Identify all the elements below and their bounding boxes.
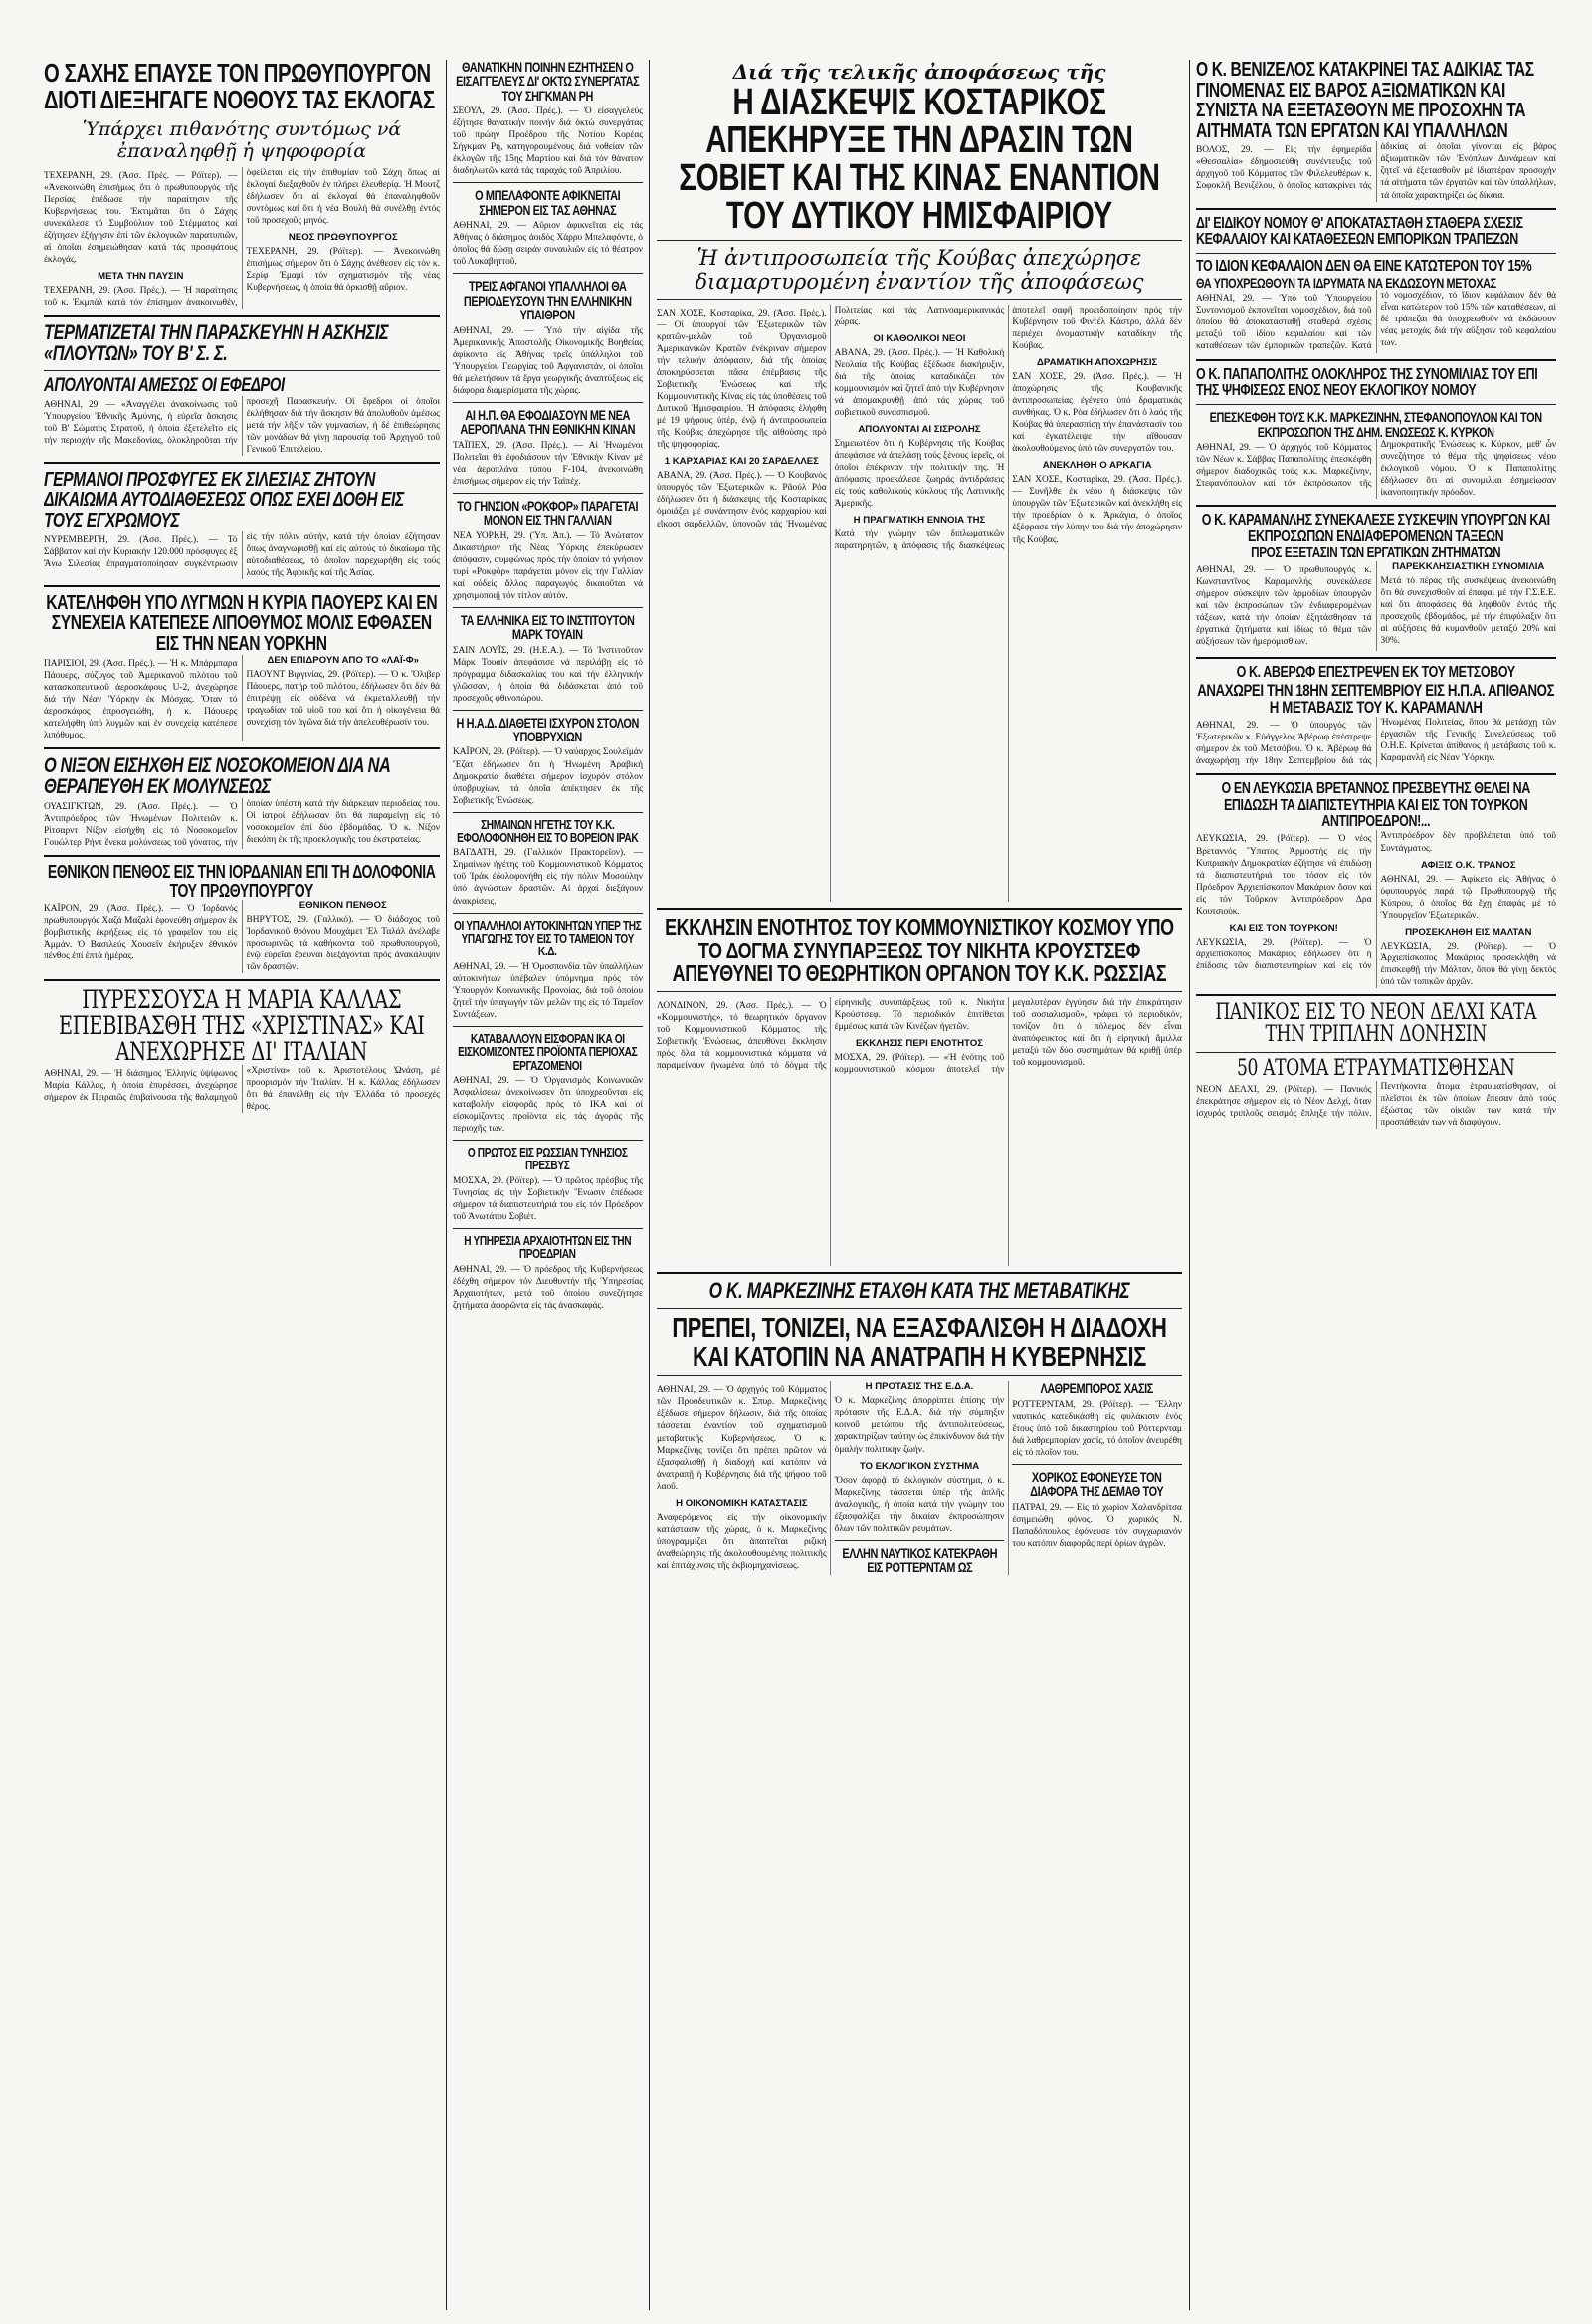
article-text: ΑΘΗΝΑΙ, 29. — Ἡ Ὁμοσπονδία τῶν ὑπαλλήλων αὐτοκινήτων ὑπέβαλεν ὑπόμνημα πρός τόν Ὑπουργόν Κοινωνικῆς Προνοίας, διά τοῦ ὁποίου ζητεῖ τήν ὑπαγωγήν τῶν μελῶν της εἰς τό Ταμεῖον Συντάξεων. (453, 961, 643, 1020)
section-kicker: ΤΟ ΕΚΛΟΓΙΚΟΝ ΣΥΣΤΗΜΑ (859, 1460, 980, 1472)
headline: ΕΘΝΙΚΟΝ ΠΕΝΘΟΣ ΕΙΣ ΤΗΝ ΙΟΡΔΑΝΙΑΝ ΕΠΙ ΤΗ ΔΟΛΟΦΟΝΙΑ ΤΟΥ ΠΡΩΘΥΠΟΥΡΓΟΥ (48, 862, 436, 901)
article-refugees (44, 470, 440, 579)
article-text: ΛΟΝΔΙΝΟΝ, 29. (Ἀσσ. Πρές.). — Ὁ «Κομμουνιστής», τό θεωρητικόν ὄργανον τοῦ Κομμουνιστικοῦ Κόμματος τῆς Σοβιετικῆς Ἑνώσεως, ἀπευθύνει ἔκκλησιν πρός ὅλα τά κομμουνιστικά κόμματα νά παραμείνουν ἡνωμένα ὑπό τό δόγμα τῆς εἰρηνικῆς συνυπάρξεως τοῦ κ. Νικήτα Κρούστσεφ. Τό περιοδικόν ἐπιτίθεται ἐμμέσως κατά τῶν Κινέζων ἡγετῶν. (657, 998, 1005, 1072)
headline: Η Η.Α.Δ. ΔΙΑΘΕΤΕΙ ΙΣΧΥΡΟΝ ΣΤΟΛΟΝ ΥΠΟΒΡΥΧΙΩΝ (456, 714, 640, 745)
headline: ΚΑΤΑΒΑΛΛΟΥΝ ΕΙΣΦΟΡΑΝ ΙΚΑ ΟΙ ΕΙΣΚΟΜΙΖΟΝΤΕΣ ΠΡΟΪΟΝΤΑ ΠΕΡΙΟΧΑΣ ΕΡΓΑΖΟΜΕΝΟΙ (458, 1030, 638, 1073)
article-text: ΣΑΙΝ ΛΟΥΪΣ, 29. (Η.Ε.Α.). — Τό Ἰνστιτοῦτον Μάρκ Τουαίν ἀπεφάσισε νά περιλάβῃ εἰς τό πρόγραμμα διδασκαλίας του καί τήν ἑλληνικήν γλῶσσαν, ἡ ὁποία θά διδάσκεται ἀπό τοῦ προσεχοῦς φθινοπώρου. (453, 645, 643, 704)
article-text: ΑΘΗΝΑΙ, 29. — Ὁ ἀρχηγός τοῦ Κόμματος τῶν Νέων κ. Σάββας Παπαπολίτης ἐπεσκέφθη σήμερον διαδοχικῶς τούς κ.κ. Μαρκεζίνην, Στεφανόπουλον καί τόν ἐκπρόσωπον τῆς Δημοκρατικῆς Ἑνώσεως κ. Κύρκον, μεθ' ὧν συνεζήτησε τό θέμα τῆς ψηφίσεως νέου ἐκλογικοῦ νόμου. Ὁ κ. Παπαπολίτης ἐδήλωσεν ὅτι αἱ συνομιλίαι ἐσημείωσαν ἱκανοποιητικήν πρόοδον. (1196, 440, 1556, 499)
section-kicker: Η ΠΡΑΓΜΑΤΙΚΗ ΕΝΝΟΙΑ ΤΗΣ (853, 515, 986, 527)
section-kicker: ΔΕΝ ΕΠΙΔΡΟΥΝ ΑΠΟ ΤΟ «ΛΑΪ-Φ» (267, 654, 420, 666)
article-karamanlis (1196, 513, 1556, 651)
article-text: Μετά τό πέρας τῆς συσκέψεως ἀνεκοινώθη ὅτι θά συνεχισθοῦν αἱ ἐπαφαί μέ τήν Γ.Σ.Ε.Ε. καί ὅτι ἀποφάσεις θά ληφθοῦν ἐντός τῆς προσεχοῦς ἑβδομάδος, μέ τήν ἐπιφύλαξιν ὅτι αἱ αὐξήσεις θά κυμανθοῦν μεταξύ 20% καί 30%. (1380, 575, 1556, 646)
divider (1196, 994, 1556, 996)
article-text: ΑΘΗΝΑΙ, 29. — Ἀφίκετο εἰς Ἀθήνας ὁ ὑφυπουργός παρά τῷ Πρωθυπουργῷ τῆς Κύπρου, ὁ ὁποῖος θά ἔχῃ ἐπαφάς μέ τό Ὑπουργεῖον Ἐξωτερικῶν. (1380, 874, 1556, 921)
headline: ΟΙ ΥΠΑΛΛΗΛΟΙ ΑΥΤΟΚΙΝΗΤΩΝ ΥΠΕΡ ΤΗΣ ΥΠΑΓΩΓΗΣ ΤΟΥ ΕΙΣ ΤΟ ΤΑΜΕΙΟΝ ΤΟΥ Κ.Δ. (454, 917, 642, 959)
section-kicker: ΠΡΟΣΕΚΛΗΘΗ ΕΙΣ ΜΑΛΤΑΝ (1405, 926, 1532, 938)
divider (453, 913, 643, 914)
article-cyprus (1196, 781, 1556, 988)
article-text: ΤΕΧΕΡΑΝΗ, 29. (Ἀσσ. Πρές. — Ρόϊτερ). — «Ἀνεκοινώθη ἐπισήμως ὅτι ὁ πρωθυπουργός τῆς Περσίας ἐπέδωσε τήν παραίτησιν τῆς Κυβερνήσεως του. Ἐκτιμᾶται ὅτι ὁ Σάχης συνεκάλεσε τό Συμβούλιον τοῦ Στέμματος καί ἐζήτησεν ἐξήγησιν ἐπί τῶν ἐκλογικῶν παρατυπιῶν, αἱ ὁποῖαι ἐσημειώθησαν κατά τάς προσφάτους ἐκλογάς. (44, 170, 238, 265)
divider (453, 493, 643, 494)
article-banks (1196, 216, 1556, 353)
article-markezinis (657, 1280, 1182, 1574)
article-powers (44, 593, 440, 741)
divider (1196, 253, 1556, 254)
headline: ΘΑΝΑΤΙΚΗΝ ΠΟΙΝΗΝ ΕΖΗΤΗΣΕΝ Ο ΕΙΣΑΓΓΕΛΕΥΣ ΔΙ' ΟΚΤΩ ΣΥΝΕΡΓΑΤΑΣ ΤΟΥ ΣΗΓΚΜΑΝ ΡΗ (456, 60, 640, 104)
divider (44, 585, 440, 587)
section-kicker: ΠΑΡΕΚΚΛΗΣΙΑΣΤΙΚΗ ΣΥΝΟΜΙΛΙΑ (1392, 560, 1545, 572)
article-text: ΑΘΗΝΑΙ, 29. — Ὁ ἀρχηγός τοῦ Κόμματος τῶν Προοδευτικῶν κ. Σπυρ. Μαρκεζίνης ἐξέδωσε σήμερον δήλωσιν, διά τῆς ὁποίας τάσσεται ἐναντίον τοῦ σχηματισμοῦ μεταβατικῆς Κυβερνήσεως. Ὁ κ. Μαρκεζίνης τονίζει ὅτι πρέπει πρῶτον νά ἐξασφαλισθῇ ἡ διαδοχή καί κατόπιν νά ἀνατραπῇ ἡ Κυβέρνησις διά τῆς ψήφου τοῦ λαοῦ. (657, 1385, 827, 1492)
divider (1196, 404, 1556, 405)
subheadline: ΠΡΕΠΕΙ, ΤΟΝΙΖΕΙ, ΝΑ ΕΞΑΣΦΑΛΙΣΘΗ Η ΔΙΑΔΟΧΗ ΚΑΙ ΚΑΤΟΠΙΝ ΝΑ ΑΝΑΤΡΑΠΗ Η ΚΥΒΕΡΝΗΣΙΣ (672, 1311, 1167, 1372)
article-text: ΜΟΣΧΑ, 29. (Ρόϊτερ). — «Ἡ ἑνότης τοῦ κομμουνιστικοῦ κόσμου ἀποτελεῖ τήν μεγαλυτέραν ἐγγύησιν διά τήν ἐπικράτησιν τοῦ σοσιαλισμοῦ», γράφει τό περιοδικόν, τονίζον ὅτι ὁ πόλεμος δέν εἶναι ἀναπόφευκτος καί ὅτι ἡ εἰρηνική ἅμιλλα μεταξύ τῶν δύο συστημάτων θά κριθῇ ὑπέρ τοῦ κομμουνισμοῦ. (834, 998, 1182, 1076)
article-car-employees (453, 919, 643, 1021)
headline: Η ΔΙΑΣΚΕΨΙΣ ΚΟΣΤΑΡΙΚΟΣ ΑΠΕΚΗΡΥΞΕ ΤΗΝ ΔΡΑΣΙΝ ΤΩΝ ΣΟΒΙΕΤ ΚΑΙ ΤΗΣ ΚΙΝΑΣ ΕΝΑΝΤΙΟΝ ΤΟΥ ΔΥΤΙΚΟΥ ΗΜΙΣΦΑΙΡΙΟΥ (679, 82, 1160, 237)
divider (44, 855, 440, 857)
divider (1196, 359, 1556, 361)
article-text: ΑΒΑΝΑ, 29. (Ἀσσ. Πρές.). — Ὁ Κουβανός ὑπουργός τῶν Ἐξωτερικῶν κ. Ρᾶούλ Ρόα ἐδήλωσεν ὅτι ἡ διάσκεψις τῆς Κοσταρίκας ὁμοιάζει μέ συνάντησιν ἑνός καρχαρίου καί εἴκοσι σαρδελλῶν, ὑπονοῶν τάς Ἡνωμένας Πολιτείας καί τάς Λατινοαμερικανικάς χώρας. (657, 306, 1005, 529)
divider (1196, 208, 1556, 210)
article-kommunist (657, 916, 1182, 1266)
column-3 (657, 60, 1182, 2310)
headline: Ο Κ. ΑΒΕΡΩΦ ΕΠΕΣΤΡΕΨΕΝ ΕΚ ΤΟΥ ΜΕΤΣΟΒΟΥ (1236, 664, 1516, 682)
column-rule (1189, 60, 1190, 2310)
column-2 (453, 60, 643, 2310)
article-text: Ἀναφερόμενος εἰς τήν οἰκονομικήν κατάστασιν τῆς χώρας, ὁ κ. Μαρκεζίνης ὑπογραμμίζει ὅτι ἀπαιτεῖται ριζική ἀναθεώρησις τῆς ἀκολουθουμένης πολιτικῆς καί ἐπιτάχυνσις τῆς ἐκβιομηχανίσεως. (657, 1512, 827, 1571)
article-text: ΑΘΗΝΑΙ, 29. — «Ἀναγγέλει ἀνακοίνωσις τοῦ Ὑπουργείου Ἐθνικῆς Ἀμύνης, ἡ εὐρεῖα ἄσκησις τοῦ Β' Σώματος Στρατοῦ, ἡ ὁποία ἐξετελεῖτο εἰς τήν περιοχήν τῆς Μακεδονίας, ὁλοκληροῦται τήν προσεχῆ Παρασκευήν. Οἱ ἔφεδροι οἱ ὁποῖοι ἐκλήθησαν διά τήν ἄσκησιν θά ἀπολυθοῦν ἀμέσως μετά τήν λῆξιν τῶν γυμνασίων, ἡ δέ ἐπιθεώρησις τῶν μονάδων θά γίνῃ παρουσίᾳ τοῦ Ἀρχηγοῦ τοῦ Γενικοῦ Ἐπιτελείου. (44, 396, 440, 455)
divider (44, 747, 440, 749)
article-jordan (44, 863, 440, 973)
article-text: ΠΑΤΡΑΙ, 29. — Εἰς τό χωρίον Χαλανδρίτσα ἐσημειώθη φόνος. Ὁ χωρικός Ν. Παπαδόπουλος ἐφόνευσε τόν συγχωριανόν του κατόπιν διαφορᾶς περί ὁρίων ἀγρῶν. (1012, 1502, 1182, 1549)
article-text: ΝΕΑ ΥΟΡΚΗ, 29. (Ὑπ. Ἀπ.). — Τό Ἀνώτατον Δικαστήριον τῆς Νέας Ὑόρκης ἐπεκύρωσεν ἀπόφασιν, συμφώνως πρός τήν ὁποίαν τό γνήσιον τυρί «Ροκφόρ» παράγεται μόνον εἰς τήν Γαλλίαν καί οὐδείς ἄλλος παραγωγός δικαιοῦται νά χρησιμοποιῇ τόν τίτλον αὐτόν. (453, 530, 643, 601)
headline: ΣΗΜΑΙΝΩΝ ΗΓΕΤΗΣ ΤΟΥ Κ.Κ. ΕΦΟΛΟΦΟΝΗΘΗ ΕΙΣ ΤΟ ΒΟΡΕΙΟΝ ΙΡΑΚ (457, 816, 639, 845)
divider (453, 607, 643, 608)
divider (657, 908, 1182, 910)
article-text: ΑΒΑΝΑ, 29. (Ἀσσ. Πρές.). — Ἡ Καθολική Νεολαία τῆς Κούβας ἐξέδωσε διακήρυξιν, διά τῆς ὁποίας καταδικάζει τόν κομμουνισμόν καί ζητεῖ ἀπό τήν Κυβέρνησιν νά ἀπομακρυνθῇ ἀπό τάς χώρας τοῦ σοβιετικοῦ συνασπισμοῦ. (834, 348, 1005, 419)
article-belafonte (453, 188, 643, 268)
headline: Ο ΝΙΞΟΝ ΕΙΣΗΧΘΗ ΕΙΣ ΝΟΣΟΚΟΜΕΙΟΝ ΔΙΑ ΝΑ ΘΕΡΑΠΕΥΘΗ ΕΚ ΜΟΛΥΝΣΕΩΣ (44, 753, 390, 799)
headline: Ο Κ. ΠΑΠΑΠΟΛΙΤΗΣ ΟΛΟΚΛΗΡΟΣ ΤΗΣ ΣΥΝΟΜΙΛΙΑΣ ΤΟΥ ΕΠΙ ΤΗΣ ΨΗΦΙΣΕΩΣ ΕΝΟΣ ΝΕΟΥ ΕΚΛΟΓΙΚΟΥ ΝΟΜΟΥ (1196, 365, 1538, 399)
section-kicker: ΚΑΙ ΕΙΣ ΤΟΝ ΤΟΥΡΚΟΝ! (1229, 922, 1338, 934)
headline: ΤΟ ΓΗΝΣΙΟΝ «ΡΟΚΦΟΡ» ΠΑΡΑΓΕΤΑΙ ΜΟΝΟΝ ΕΙΣ ΤΗΝ ΓΑΛΛΙΑΝ (457, 497, 639, 528)
divider (453, 402, 643, 403)
article-shah (44, 60, 440, 309)
article-text: ΛΕΥΚΩΣΙΑ, 29. (Ρόϊτερ). — Ὁ Ἀρχιεπίσκοπος Μακάριος προσεκλήθη νά ἐπισκεφθῇ τήν Μάλταν, ὅπου θά γίνῃ δεκτός ὑπό τῶν τοπικῶν ἀρχῶν. (1380, 941, 1556, 987)
section-kicker: ΝΕΟΣ ΠΡΩΘΥΠΟΥΡΓΟΣ (288, 231, 398, 243)
article-iraq (453, 818, 643, 908)
section-kicker: ΑΝΕΚΛΗΘΗ Ο ΑΡΚΑΓΙΑ (1042, 460, 1152, 472)
article-text: ΑΘΗΝΑΙ, 29. — Ὑπό τήν αἰγίδα τῆς Ἀμερικανικῆς Ἀποστολῆς Οἰκονομικῆς Βοηθείας ἀφίκοντο εἰς Ἀθήνας τρεῖς ὑπάλληλοι τοῦ Ὑπουργείου Γεωργίας τοῦ Ἀφγανιστάν, οἱ ὁποῖοι θά μελετήσουν τά ἔργα γεωργικῆς ἀναπτύξεως εἰς διάφορα διαμερίσματα τῆς χώρας. (453, 325, 643, 396)
section-kicker: ΟΙ ΚΑΘΟΛΙΚΟΙ ΝΕΟΙ (873, 333, 966, 345)
divider (1196, 657, 1556, 659)
section-kicker: ΕΚΚΛΗΣΙΣ ΠΕΡΙ ΕΝΟΤΗΤΟΣ (855, 1038, 983, 1050)
article-text: ΛΕΥΚΩΣΙΑ, 29. (Ρόϊτερ). — Ὁ νέος Βρεταννός Ὕπατος Ἁρμοστής εἰς τήν Κυπριακήν Δημοκρατίαν ἐζήτησε νά ἐπιδώσῃ τά διαπιστευτήριά του τόσον εἰς τόν Πρόεδρον Ἀρχιεπίσκοπον Μακάριον ὅσον καί εἰς τόν Τοῦρκον Ἀντιπρόεδρον Δρα Κουτσιούκ. (1196, 834, 1372, 917)
article-tunisia (453, 1146, 643, 1223)
headline: ΤΡΕΙΣ ΑΦΓΑΝΟΙ ΥΠΑΛΛΗΛΟΙ ΘΑ ΠΕΡΙΟΔΕΥΣΟΥΝ ΤΗΝ ΕΛΛΗΝΙΚΗΝ ΥΠΑΙΘΡΟΝ (464, 278, 632, 323)
article-text: ΚΑΪΡΟΝ, 29. (Ρόϊτερ). — Ὁ ναύαρχος Σουλεϊμάν Ἔζατ ἐδήλωσεν ὅτι ἡ Ἡνωμένη Ἀραβική Δημοκρατία διαθέτει σήμερον ἰσχυρόν στόλον ὑποβρυχίων, τά ὁποῖα ἀπέκτησεν ἐκ τῆς Σοβιετικῆς Ἑνώσεως. (453, 747, 643, 806)
article-china-planes (453, 408, 643, 488)
article-text: Σημειωτέον ὅτι ἡ Κυβέρνησις τῆς Κούβας ἀπεφάσισε νά ἀπελάσῃ τούς ξένους ἱερεῖς, οἱ ὁποῖοι ἐπέκριναν τήν πολιτικήν της. Ἡ ἀπόφασις προεκάλεσε ζωηράς ἀντιδράσεις εἰς τούς καθολικούς κύκλους τῆς Λατινικῆς Ἀμερικῆς. (834, 439, 1005, 510)
article-text: ΒΟΛΟΣ, 29. — Εἰς τήν ἐφημερίδα «Θεσσαλία» ἐδημοσιεύθη συνέντευξις τοῦ ἀρχηγοῦ τοῦ Κόμματος τῶν Φιλελευθέρων κ. Σοφοκλῆ Βενιζέλου, ὁ ὁποῖος κατακρίνει τάς ἀδικίας αἱ ὁποῖαι γίνονται εἰς βάρος ἀξιωματικῶν τῶν Ἐνόπλων Δυνάμεων καί ζητεῖ νά ἐξετασθοῦν μέ ἰδιαιτέραν προσοχήν τά αἰτήματα τῶν ἐργατῶν καί τῶν ὑπαλλήλων, τά ὁποῖα χαρακτηρίζει ὡς δίκαια. (1196, 142, 1556, 201)
column-rule (446, 60, 447, 2310)
article-text: ΤΕΧΕΡΑΝΗ, 29. (Ἀσσ. Πρές.). — Ἡ παραίτησις τοῦ κ. Ἐκμπάλ κατά τόν ἐπίσημον ἀνακοινωθέν, ὀφείλεται εἰς τήν ἐπιθυμίαν τοῦ Σάχη ὅπως αἱ ἐκλογαί διεξαχθοῦν ἐν πλήρει ἐλευθερίᾳ. Ἡ Μουτζ ἐδήλωσεν ὅτι αἱ ἐκλογαί θά ἐπαναληφθοῦν συντόμως καί ὅτι ἡ νέα Βουλή θά συνέλθῃ ἐντός τοῦ προσεχοῦς μηνός. (44, 167, 440, 308)
subheadline: Ὑπάρχει πιθανότης συντόμως νά ἐπαναληφθῇ ἡ ψηφοφορία (82, 117, 402, 162)
divider (453, 1140, 643, 1141)
article-ika (453, 1032, 643, 1135)
article-text: ΟΥΑΣΙΓΚΤΩΝ, 29. (Ἀσσ. Πρές.). — Ὁ Ἀντιπρόεδρος τῶν Ἡνωμένων Πολιτειῶν κ. Ρίτσαρντ Νίξον εἰσήχθη εἰς τό Νοσοκομεῖον Γουώλτερ Ρήντ ἕνεκα μολύνσεως τοῦ γόνατος, τήν ὁποίαν ὑπέστη κατά τήν διάρκειαν περιοδείας του. Οἱ ἰατροί ἐδήλωσαν ὅτι θά παραμείνῃ εἰς τό νοσοκομεῖον ἐπί δύο ἑβδομάδας. Ὁ κ. Νίξον διεκόπη ἐκ τῆς προεκλογικῆς του ἐκστρατείας. (44, 798, 440, 849)
article-text: Κατά τήν γνώμην τῶν διπλωματικῶν παρατηρητῶν, ἡ ἀπόφασις τῆς διασκέψεως ἀποτελεῖ σαφῆ προειδοποίησιν πρός τήν Κυβέρνησιν τοῦ Φιντέλ Κάστρο, ἀλλά δέν περιέχει ὀνομαστικήν καταδίκην τῆς Κούβας. (834, 306, 1182, 552)
section-kicker: ΔΡΑΜΑΤΙΚΗ ΑΠΟΧΩΡΗΣΙΣ (1037, 357, 1158, 369)
article-text: ΠΑΟΥΝΤ Βιργινίας, 29. (Ρόϊτερ). — Ὁ κ. Ὄλιβερ Πάουερς, πατήρ τοῦ πιλότου, ἐδήλωσεν ὅτι δέν θά ἐπιτρέψῃ εἰς οὐδένα νά ἐκμεταλλευθῇ τήν τραγωδίαν τοῦ υἱοῦ του καί ὅτι ἡ οἰκογένεια θά συνεχίσῃ τόν ἀγῶνα διά τήν ἀπελευθέρωσίν του. (246, 669, 440, 728)
divider (453, 710, 643, 711)
headline: ΕΛΛΗΝ ΝΑΥΤΙΚΟΣ ΚΑΤΕΚΡΑΘΗ ΕΙΣ ΡΟΤΤΕΡΝΤΑΜ ΩΣ ΛΑΘΡΕΜΠΟΡΟΣ ΧΑΣΙΣ (842, 1380, 1115, 1576)
article-text: ΛΕΥΚΩΣΙΑ, 29. (Ρόϊτερ). — Ὁ ἀρχιεπίσκοπος Μακάριος ἐδήλωσεν ὅτι ἡ ἐπίδοσις τῶν διαπιστευτηρίων καί εἰς τόν Ἀντιπρόεδρον δέν προβλέπεται ὑπό τοῦ Συντάγματος. (1196, 831, 1556, 971)
divider (657, 299, 1182, 300)
headline: ΑΙ Η.Π. ΘΑ ΕΦΟΔΙΑΣΟΥΝ ΜΕ ΝΕΑ ΑΕΡΟΠΛΑΝΑ ΤΗΝ ΕΘΝΙΚΗΝ ΚΙΝΑΝ (460, 406, 636, 438)
kicker-line: Διά τῆς τελικῆς ἀποφάσεως τῆς (732, 60, 1106, 84)
headline: ΤΑ ΕΛΛΗΝΙΚΑ ΕΙΣ ΤΟ ΙΝΣΤΙΤΟΥΤΟΝ ΜΑΡΚ ΤΟΥΑΙΝ (461, 611, 635, 643)
column-rule (649, 60, 650, 2310)
article-text: ΣΕΟΥΛ, 29. (Ἀσσ. Πρές.). — Ὁ εἰσαγγελεύς ἐζήτησε θανατικήν ποινήν διά ὀκτώ συνεργάτας τοῦ πρώην Προέδρου τῆς Νοτίου Κορέας Σήγκμαν Ρή, κατηγορουμένους διά νοθείαν τῶν ἐκλογῶν τῆς 15ης Μαρτίου καί διά τόν θάνατον διαδηλωτῶν κατά τάς ταραχάς τοῦ Ἀπριλίου. (453, 106, 643, 177)
article-text: Ὅσον ἀφορᾷ τό ἐκλογικόν σύστημα, ὁ κ. Μαρκεζίνης τάσσεται ὑπέρ τῆς ἁπλῆς ἀναλογικῆς, ἡ ὁποία κατά τήν γνώμην του ἐξασφαλίζει τήν δικαίαν ἐκπροσώπησιν ὅλων τῶν πολιτικῶν ρευμάτων. (834, 1475, 1005, 1534)
divider (453, 1026, 643, 1027)
subheadline: ΑΠΟΛΥΟΝΤΑΙ ΑΜΕΣΩΣ ΟΙ ΕΦΕΔΡΟΙ (44, 375, 285, 397)
divider (453, 812, 643, 813)
divider (657, 240, 1182, 241)
subheadline: 50 ΑΤΟΜΑ ΕΤΡΑΥΜΑΤΙΣΘΗΣΑΝ (1237, 1056, 1515, 1082)
section-kicker: ΜΕΤΑ ΤΗΝ ΠΑΥΣΙΝ (98, 270, 184, 282)
headline: ΓΕΡΜΑΝΟΙ ΠΡΟΣΦΥΓΕΣ ΕΚ ΣΙΛΕΣΙΑΣ ΖΗΤΟΥΝ ΔΙΚΑΙΩΜΑ ΑΥΤΟΔΙΑΘΕΣΕΩΣ ΟΠΩΣ ΕΧΕΙ ΔΟΘΗ ΕΙΣ ΤΟΥΣ ΕΓΧΡΩΜΟΥΣ (44, 468, 404, 531)
article-text: ΝΕΟΝ ΔΕΛΧΙ, 29. (Ρόϊτερ). — Πανικός ἐπεκράτησε σήμερον εἰς τό Νέον Δελχί, ὅταν ἰσχυρός τριπλοῦς σεισμός ἔπληξε τήν πόλιν. Πεντήκοντα ἄτομα ἐτραυματίσθησαν, οἱ πλεῖστοι ἐκ τῶν ὁποίων ἔπεσαν ἀπό τούς ἐξώστας τῶν οἰκιῶν των κατά τήν προσπάθειάν των νά διαφύγουν. (1196, 1081, 1556, 1128)
headline: Ο ΜΠΕΛΑΦΟΝΤΕ ΑΦΙΚΝΕΙΤΑΙ ΣΗΜΕΡΟΝ ΕΙΣ ΤΑΣ ΑΘΗΝΑΣ (475, 187, 621, 218)
article-text: ΑΘΗΝΑΙ, 29. — Ἡ διάσημος Ἑλληνίς ὑψίφωνος Μαρία Κάλλας, ἡ ὁποία ἐπυρέσσει, ἀνεχώρησε σήμερον ἐκ Πειραιῶς ἐπιβαίνουσα τῆς θαλαμηγοῦ «Χριστίνα» τοῦ κ. Ἀριστοτέλους Ὠνάση, μέ προορισμόν τήν Ἰταλίαν. Ἡ κ. Κάλλας ἐδήλωσεν ὅτι θά ἐπανέλθῃ εἰς τήν Ἑλλάδα τό προσεχές θέρος. (44, 1065, 440, 1112)
divider (1196, 1052, 1556, 1053)
subheadline: Ἡ ἀντιπροσωπεία τῆς Κούβας ἀπεχώρησε (696, 246, 1142, 270)
section-kicker: Η ΠΡΟΤΑΣΙΣ ΤΗΣ Ε.Δ.Α. (865, 1381, 974, 1393)
article-text: ΠΑΡΙΣΙΟΙ, 29. (Ἀσσ. Πρές.). — Ἡ κ. Μπάρμπαρα Πάουερς, σύζυγος τοῦ Ἀμερικανοῦ πιλότου τοῦ κατασκοπευτικοῦ ἀεροσκάφους U-2, ἀνεχώρησε διά τήν Νέαν Ὑόρκην ἐκ Μόσχας. Ὅταν τό ἀεροσκάφος ἐπροσγειώθη, ἡ κ. Πάουερς κατελήφθη ὑπό λυγμῶν καί ἐν συνεχείᾳ κατέπεσε λιπόθυμος. (44, 658, 238, 740)
article-text: ΑΘΗΝΑΙ, 29. — Ὁ πρωθυπουργός κ. Κωνσταντῖνος Καραμανλής συνεκάλεσε σήμερον σύσκεψιν τῶν ἁρμοδίων ὑπουργῶν καί τῶν ἐκπροσώπων τῶν ἐνδιαφερομένων τάξεων, κατά τήν ὁποίαν ἐξητάσθησαν τά ἐργατικά ζητήματα καί ἰδίως τό θέμα τῶν αὐξήσεων τῶν ἡμερομισθίων. (1196, 564, 1372, 647)
article-text: ΑΘΗΝΑΙ, 29. — Ὁ πρόεδρος τῆς Κυβερνήσεως ἐδέχθη σήμερον τόν Διευθυντήν τῆς Ὑπηρεσίας Ἀρχαιοτήτων, μετά τοῦ ὁποίου συνεζήτησε ζητήματα ἀφορῶντα εἰς τάς ἀνασκαφάς. (453, 1264, 643, 1311)
article-callas (44, 987, 440, 1112)
divider (44, 462, 440, 464)
headline: ΚΑΤΕΛΗΦΘΗ ΥΠΟ ΛΥΓΜΩΝ Η ΚΥΡΙΑ ΠΑΟΥΕΡΣ ΚΑΙ ΕΝ ΣΥΝΕΧΕΙΑ ΚΑΤΕΠΕΣΕ ΛΙΠΟΘΥΜΟΣ ΜΟΛΙΣ ΕΦΘΑΣΕΝ ΕΙΣ ΤΗΝ ΝΕΑΝ ΥΟΡΚΗΝ (46, 591, 438, 655)
headline: Η ΥΠΗΡΕΣΙΑ ΑΡΧΑΙΟΤΗΤΩΝ ΕΙΣ ΤΗΝ ΠΡΟΕΔΡΙΑΝ (464, 1232, 632, 1262)
subheadline: ΤΟ ΙΔΙΟΝ ΚΕΦΑΛΑΙΟΝ ΔΕΝ ΘΑ ΕΙΝΕ ΚΑΤΩΤΕΡΟΝ ΤΟΥ 15% (1196, 258, 1532, 276)
article-papapolitis (1196, 367, 1556, 500)
headline: Ο Κ. ΚΑΡΑΜΑΝΛΗΣ ΣΥΝΕΚΑΛΕΣΕ ΣΥΣΚΕΨΙΝ ΥΠΟΥΡΓΩΝ ΚΑΙ ΕΚΠΡΟΣΩΠΩΝ ΕΝΔΙΑΦΕΡΟΜΕΝΩΝ ΤΑΞΕΩΝ (1202, 512, 1550, 545)
article-text: ΤΕΧΕΡΑΝΗ, 29. (Ρόϊτερ). — Ἀνεκοινώθη ἐπισήμως σήμερον ὅτι ὁ Σάχης ἀνέθεσεν εἰς τόν κ. Σερίφ Ἐμαμί τόν σχηματισμόν τῆς νέας Κυβερνήσεως, ἡ ὁποία θά ὁρκισθῇ αὔριον. (246, 246, 440, 293)
article-text: ΑΘΗΝΑΙ, 29. — Ὁ ὑπουργός τῶν Ἐξωτερικῶν κ. Εὐάγγελος Ἀβέρωφ ἐπέστρεψε σήμερον ἐκ τοῦ Μετσόβου. Ὁ κ. Ἀβέρωφ θά ἀναχωρήσῃ τήν 18ην Σεπτεμβρίου διά τάς Ἡνωμένας Πολιτείας, ὅπου θά μετάσχῃ τῶν ἐργασιῶν τῆς Γενικῆς Συνελεύσεως τοῦ Ο.Η.Ε. Κρίνεται ἀπίθανος ἡ μετάβασις τοῦ κ. Καραμανλῆ εἰς Νέαν Ὑόρκην. (1196, 717, 1556, 767)
headline: ΧΟΡΙΚΟΣ ΕΦΟΝΕΥΣΕ ΤΟΝ ΔΙΑΦΟΡΑ ΤΗΣ ΔΕΜΑΘ ΤΟΥ (1030, 1468, 1164, 1500)
article-costa-rica (657, 60, 1182, 902)
divider (1196, 773, 1556, 775)
article-text: ΚΑΪΡΟΝ, 29. (Ἀσσ. Πρές.). — Ὁ Ἰορδανός πρωθυπουργός Χαζά Μαζαλί ἐφονεύθη σήμερον ἐκ βομβιστικῆς ἐκρήξεως εἰς τό γραφεῖον του εἰς Ἀμμάν. Ὁ Βασιλεύς Χουσεΐν ἐκήρυξεν ἐθνικόν πένθος ἐπί ἑπτά ἡμέρας. (44, 904, 238, 962)
subheadline: ΠΡΟΣ ΕΞΕΤΑΣΙΝ ΤΩΝ ΕΡΓΑΤΙΚΩΝ ΖΗΤΗΜΑΤΩΝ (1251, 544, 1501, 562)
divider (835, 1540, 1005, 1541)
divider (44, 370, 440, 371)
article-mark-twain (453, 613, 643, 705)
section-kicker: 1 ΚΑΡΧΑΡΙΑΣ ΚΑΙ 20 ΣΑΡΔΕΛΛΕΣ (664, 456, 819, 468)
divider (44, 979, 440, 981)
article-delhi (1196, 999, 1556, 1129)
article-antiquities (453, 1234, 643, 1312)
divider (453, 273, 643, 274)
headline: Ο ΣΑΧΗΣ ΕΠΑΥΣΕ ΤΟΝ ΠΡΩΘΥΠΟΥΡΓΟΝ ΔΙΟΤΙ ΔΙΕΞΗΓΑΓΕ ΝΟΘΟΥΣ ΤΑΣ ΕΚΛΟΓΑΣ (44, 60, 435, 114)
subheadline: ΘΑ ΥΠΟΧΡΕΩΘΟΥΝ ΤΑ ΙΔΡΥΜΑΤΑ ΝΑ ΕΚΔΩΣΟΥΝ ΜΕΤΟΧΑΣ (1196, 274, 1496, 291)
article-text: ΤΑΪΠΕΧ, 29. (Ἀσσ. Πρές.). — Αἱ Ἡνωμένοι Πολιτεῖαι θά ἐφοδιάσουν τήν Ἐθνικήν Κίναν μέ νέα ἀεροπλάνα τύπου F-104, ἀνεκοινώθη ἐπισήμως σήμερον εἰς τήν Ταϊπέχ. (453, 440, 643, 487)
article-afghans (453, 279, 643, 396)
subheadline: διαμαρτυρομένη ἐναντίον τῆς ἀποφάσεως (695, 270, 1144, 294)
headline: Ο Κ. ΒΕΝΙΖΕΛΟΣ ΚΑΤΑΚΡΙΝΕΙ ΤΑΣ ΑΔΙΚΙΑΣ ΤΑΣ ΓΙΝΟΜΕΝΑΣ ΕΙΣ ΒΑΡΟΣ ΑΞΙΩΜΑΤΙΚΩΝ ΚΑΙ ΣΥΝΙΣΤΑ ΝΑ ΕΞΕΤΑΣΘΟΥΝ ΜΕ ΠΡΟΣΟΧΗΝ ΤΑ ΑΙΤΗΜΑΤΑ ΤΩΝ ΕΡΓΑΤΩΝ ΚΑΙ ΥΠΑΛΛΗΛΩΝ (1196, 60, 1534, 142)
headline: Ο ΠΡΩΤΟΣ ΕΙΣ ΡΩΣΣΙΑΝ ΤΥΝΗΣΙΟΣ ΠΡΕΣΒΥΣ (468, 1145, 628, 1173)
article-text: ΣΑΝ ΧΟΣΕ, Κοσταρίκα, 29. (Ἀσσ. Πρές.). — Συνῆλθε ἐκ νέου ἡ διάσκεψις τῶν ὑπουργῶν τῶν Ἐξωτερικῶν καί ἀνεκλήθη εἰς τήν προεδρίαν ὁ κ. Ἀρκάγια, ὁ ὁποῖος ἐξέφρασε τήν λύπην του διά τήν ἀποχώρησιν τῆς Κούβας. (1012, 475, 1182, 545)
subheadline: ΕΠΕΣΚΕΦΘΗ ΤΟΥΣ Κ.Κ. ΜΑΡΚΕΖΙΝΗΝ, ΣΤΕΦΑΝΟΠΟΥΛΟΝ ΚΑΙ ΤΟΝ ΕΚΠΡΟΣΩΠΟΝ ΤΗΣ ΔΗΜ. ΕΝΩΣΕΩΣ Κ. ΚΥΡΚΟΝ (1209, 409, 1543, 440)
divider (657, 991, 1182, 992)
divider (657, 1308, 1182, 1309)
section-kicker: Η ΟΙΚΟΝΟΜΙΚΗ ΚΑΤΑΣΤΑΣΙΣ (676, 1497, 808, 1509)
section-kicker: ΑΠΟΛΥΟΝΤΑΙ ΑΙ ΣΙΣΡΟΛΗΣ (858, 424, 981, 436)
article-uar-submarines (453, 716, 643, 807)
article-text: ΡΟΤΤΕΡΝΤΑΜ, 29. (Ρόϊτερ). — Ἕλλην ναυτικός κατεδικάσθη εἰς φυλάκισιν ἑνός ἔτους ὑπό τοῦ δικαστηρίου τοῦ Ρόττερνταμ διά λαθρεμπορίαν χασίς, τό ὁποῖον ἀνευρέθη εἰς τό πλοῖον του. (1012, 1399, 1182, 1458)
headline: Ο ΕΝ ΛΕΥΚΩΣΙΑ ΒΡΕΤΑΝΝΟΣ ΠΡΕΣΒΕΥΤΗΣ ΘΕΛΕΙ ΝΑ ΕΠΙΔΩΣΗ ΤΑ ΔΙΑΠΙΣΤΕΥΤΗΡΙΑ ΚΑΙ ΕΙΣ ΤΟΝ ΤΟΥΡΚΟΝ ΑΝΤΙΠΡΟΕΔΡΟΝ!... (1221, 780, 1531, 831)
divider (1196, 505, 1556, 507)
divider (1012, 1464, 1182, 1465)
divider (453, 1228, 643, 1229)
article-text: ΑΘΗΝΑΙ, 29. — Αὔριον ἀφικνεῖται εἰς τάς Ἀθήνας ὁ διάσημος ἀοιδός Χάρρυ Μπελαφόντε, ὁ ὁποῖος θά δώσῃ σειράν συναυλιῶν εἰς τό θέατρον τοῦ Λυκαβηττοῦ. (453, 221, 643, 268)
subheadline: ΑΝΑΧΩΡΕΙ ΤΗΝ 18ΗΝ ΣΕΠΤΕΜΒΡΙΟΥ ΕΙΣ Η.Π.Α. ΑΠΙΘΑΝΟΣ Η ΜΕΤΑΒΑΣΙΣ ΤΟΥ Κ. ΚΑΡΑΜΑΝΛΗ (1197, 680, 1555, 718)
article-text: ΝΥΡΕΜΒΕΡΓΗ, 29. (Ἀσσ. Πρές.). — Τό Σάββατον καί τήν Κυριακήν 120.000 πρόσφυγες ἐξ Ἄνω Σιλεσίας ἐπραγματοποίησαν συγκέντρωσιν εἰς τήν πόλιν αὐτήν, κατά τήν ὁποίαν ἐζήτησαν ὅπως ἀναγνωρισθῇ καί εἰς αὐτούς τό δικαίωμα τῆς αὐτοδιαθέσεως, τό ὁποῖον παρεχωρήθη εἰς τούς λαούς τῆς Ἀφρικῆς καί τῆς Ἀσίας. (44, 531, 440, 578)
headline: Ο Κ. ΜΑΡΚΕΖΙΝΗΣ ΕΤΑΧΘΗ ΚΑΤΑ ΤΗΣ ΜΕΤΑΒΑΤΙΚΗΣ (708, 1278, 1130, 1304)
section-kicker: ΕΘΝΙΚΟΝ ΠΕΝΘΟΣ (298, 900, 387, 912)
article-text: ΒΗΡΥΤΟΣ, 29. (Γαλλικό). — Ὁ διάδοχος τοῦ Ἰορδανικοῦ θρόνου Μουχάμετ Ἐλ Ταλάλ ἀνέλαβε προσωρινῶς τά καθήκοντα τοῦ πρωθυπουργοῦ, ἐνῷ εὐρεῖαι ἔρευναι διεξάγονται πρός ἀνακάλυψιν τῶν δραστῶν. (246, 915, 440, 973)
divider (44, 315, 440, 317)
headline: ΠΥΡΕΣΣΟΥΣΑ Η ΜΑΡΙΑ ΚΑΛΛΑΣ ΕΠΕΒΙΒΑΣΘΗ ΤΗΣ «ΧΡΙΣΤΙΝΑΣ» ΚΑΙ ΑΝΕΧΩΡΗΣΕ ΔΙ' ΙΤΑΛΙΑΝ (59, 985, 425, 1066)
article-text: ΑΘΗΝΑΙ, 29. — Ὑπό τοῦ Ὑπουργείου Συντονισμοῦ ἐκπονεῖται νομοσχέδιον, διά τοῦ ὁποίου θά ἀποκατασταθῇ σταθερά σχέσις μεταξύ τοῦ ἰδίου κεφαλαίου καί τῶν καταθέσεων τῶν ἐμπορικῶν τραπεζῶν. Κατά τό νομοσχέδιον, τό ἴδιον κεφάλαιον δέν θά εἶναι κατώτερον τοῦ 15% τῶν καταθέσεων, αἱ δέ τράπεζαι θά ὑποχρεωθοῦν νά ἐκδώσουν νέας μετοχάς διά τήν αὔξησιν τοῦ κεφαλαίου των. (1196, 291, 1556, 352)
article-text: ΑΘΗΝΑΙ, 29. — Ὁ Ὀργανισμός Κοινωνικῶν Ἀσφαλίσεων ἀνεκοίνωσεν ὅτι ὑποχρεοῦνται εἰς καταβολήν εἰσφορᾶς πρός τό ΙΚΑ καί οἱ εἰσκομίζοντες προϊόντα εἰς τάς ἀγοράς τῆς περιοχῆς των. (453, 1075, 643, 1135)
article-venizelos (1196, 60, 1556, 202)
article-text: ΣΑΝ ΧΟΣΕ, 29. (Ἀσσ. Πρές.). — Ἡ ἀποχώρησις τῆς Κουβανικῆς ἀντιπροσωπείας ἐγένετο ὑπό δραματικάς συνθήκας. Ὁ κ. Ρόα ἐδήλωσεν ὅτι ὁ λαός τῆς Κούβας θά ὑπερασπίσῃ τήν ἐπανάστασίν του καί ἐγκατέλειψε τήν αἴθουσαν ἀκολουθούμενος ὑπό τῶν συνεργατῶν του. (1012, 372, 1182, 455)
article-text: ΣΑΝ ΧΟΣΕ, Κοσταρίκα, 29. (Ἀσσ. Πρές.). — Οἱ ὑπουργοί τῶν Ἐξωτερικῶν τῶν κρατῶν-μελῶν τοῦ Ὀργανισμοῦ Ἀμερικανικῶν Κρατῶν ἐνέκριναν σήμερον τήν τελικήν ἀπόφασιν, διά τῆς ὁποίας ἀποκηρύσσεται πᾶσα ἐπέμβασις τῆς Σοβιετικῆς Ἑνώσεως καί τῆς Κομμουνιστικῆς Κίνας εἰς τάς ὑποθέσεις τοῦ Δυτικοῦ Ἡμισφαιρίου. Ἡ ἀπόφασις ἐλήφθη μέ 19 ψήφους ὑπέρ, ἐνῷ ἡ ἀντιπροσωπεία τῆς Κούβας ἀπεχώρησε τῆς αἰθούσης πρό τῆς ψηφοφορίας. (657, 309, 827, 451)
divider (657, 1375, 1182, 1376)
headline: ΕΚΚΛΗΣΙΝ ΕΝΟΤΗΤΟΣ ΤΟΥ ΚΟΜΜΟΥΝΙΣΤΙΚΟΥ ΚΟΣΜΟΥ ΥΠΟ ΤΟ ΔΟΓΜΑ ΣΥΝΥΠΑΡΞΕΩΣ ΤΟΥ ΝΙΚΗΤΑ ΚΡΟΥΣΤΣΕΦ ΑΠΕΥΘΥΝΕΙ ΤΟ ΘΕΩΡΗΤΙΚΟΝ ΟΡΓΑΝΟΝ ΤΟΥ Κ.Κ. ΡΩΣΣΙΑΣ (665, 914, 1174, 987)
divider (453, 182, 643, 183)
article-korea (453, 60, 643, 177)
article-text: ΜΟΣΧΑ, 29. (Ρόϊτερ). — Ὁ πρῶτος πρέσβυς τῆς Τυνησίας εἰς τήν Σοβιετικήν Ἕνωσιν ἐπέδωσε σήμερον τά διαπιστευτήριά του εἰς τόν Πρόεδρον τοῦ Ἀνωτάτου Σοβιέτ. (453, 1175, 643, 1222)
article-roquefort (453, 499, 643, 602)
article-exercise (44, 322, 440, 456)
section-kicker: ΑΦΙΞΙΣ Ο.Κ. ΤΡΑΝΟΣ (1421, 859, 1516, 871)
headline: ΤΕΡΜΑΤΙΖΕΤΑΙ ΤΗΝ ΠΑΡΑΣΚΕΥΗΝ Η ΑΣΚΗΣΙΣ «ΠΛΟΥΤΩΝ» ΤΟΥ Β' Σ. Σ. (44, 320, 389, 366)
headline: ΠΑΝΙΚΟΣ ΕΙΣ ΤΟ ΝΕΟΝ ΔΕΛΧΙ ΚΑΤΑ ΤΗΝ ΤΡΙΠΛΗΝ ΔΟΝΗΣΙΝ (1215, 999, 1537, 1048)
divider (657, 1272, 1182, 1274)
article-averof (1196, 665, 1556, 767)
article-text: Ὁ κ. Μαρκεζίνης ἀπορρίπτει ἐπίσης τήν πρότασιν τῆς Ε.Δ.Α. διά τήν σύμπηξιν κοινοῦ μετώπου τῆς ἀντιπολιτεύσεως, χαρακτηρίζων ταύτην ὡς ἐπικίνδυνον διά τήν ὁμαλήν πολιτικήν ζωήν. (834, 1396, 1005, 1455)
article-text: ΒΑΓΔΑΤΗ, 29. (Γαλλικόν Πρακτορεῖον). — Σημαίνων ἡγέτης τοῦ Κομμουνιστικοῦ Κόμματος τοῦ Ἰράκ ἐδολοφονήθη εἰς τήν πόλιν Μοσούλην ὑπό ἀγνώστων δραστῶν. Αἱ ἀρχαί διεξάγουν ἀνακρίσεις. (453, 848, 643, 907)
headline: ΔΙ' ΕΙΔΙΚΟΥ ΝΟΜΟΥ Θ' ΑΠΟΚΑΤΑΣΤΑΘΗ ΣΤΑΘΕΡΑ ΣΧΕΣΙΣ ΚΕΦΑΛΑΙΟΥ ΚΑΙ ΚΑΤΑΘΕΣΕΩΝ ΕΜΠΟΡΙΚΩΝ ΤΡΑΠΕΖΩΝ (1196, 214, 1523, 248)
column-4 (1196, 60, 1556, 2310)
article-nixon (44, 755, 440, 849)
column-1 (44, 60, 440, 2310)
